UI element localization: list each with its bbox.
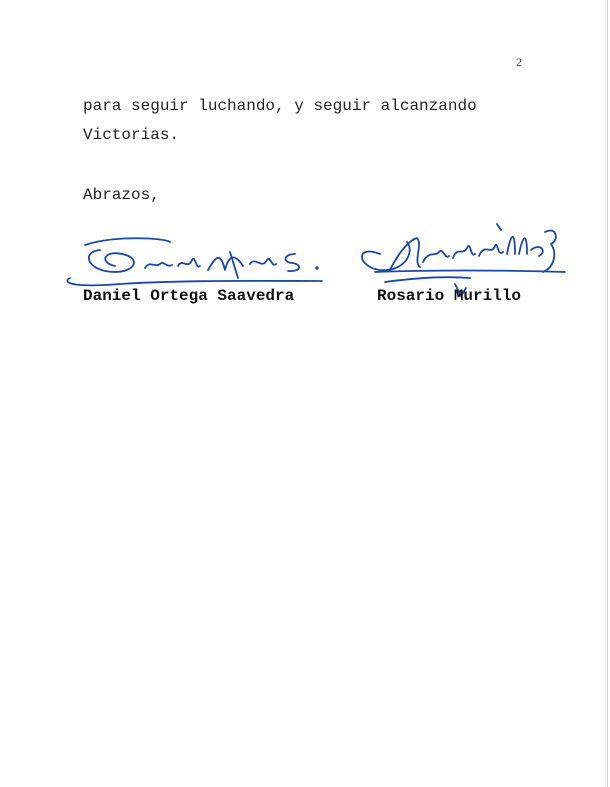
- signer-name-right: Rosario Murillo: [377, 287, 522, 305]
- signer-name-left: Daniel Ortega Saavedra: [83, 287, 295, 305]
- signature-murillo: [345, 212, 570, 292]
- letter-closing: Abrazos,: [83, 186, 160, 204]
- page-number: 2: [516, 55, 522, 69]
- letter-line: Victorias.: [83, 126, 180, 144]
- letter-line: para seguir luchando, y seguir alcanzando: [83, 97, 477, 115]
